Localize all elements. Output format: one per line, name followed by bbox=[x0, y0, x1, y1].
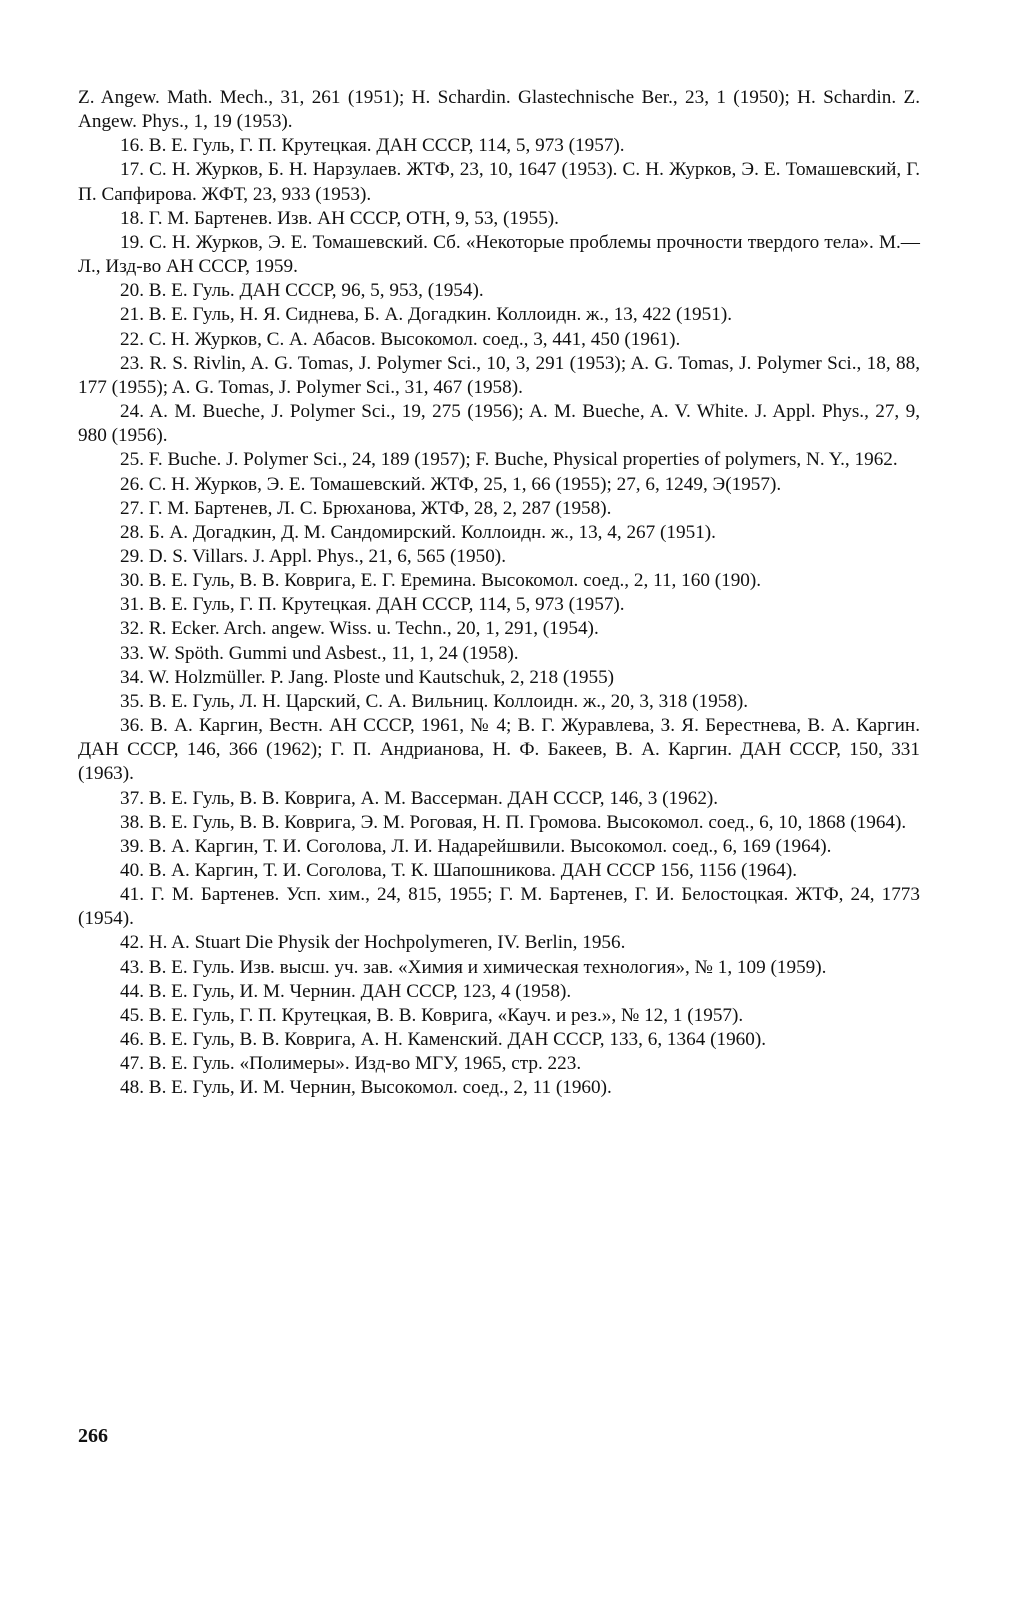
reference-item: 38. В. Е. Гуль, В. В. Коврига, Э. М. Роговая, Н. П. Громова. Высокомол. соед., 6, 10, 1868 (1964). bbox=[120, 811, 907, 833]
reference-item: 43. В. Е. Гуль. Изв. высш. уч. зав. «Химия и химическая технология», № 1, 109 (1959). bbox=[120, 956, 827, 978]
reference-item: 33. W. Spöth. Gummi und Asbest., 11, 1, 24 (1958). bbox=[120, 642, 519, 664]
reference-item: 36. В. А. Каргин, Вестн. АН СССР, 1961, № 4; В. Г. Журавлева, З. Я. Берестнева, В. А. Каргин. ДАН СССР, 146, 366 (1962); Г. П. Андрианова, Н. Ф. Бакеев, В. А. Каргин. ДАН СССР, 150, 331 (1963). bbox=[78, 715, 920, 785]
reference-item: 39. В. А. Каргин, Т. И. Соголова, Л. И. Надарейшвили. Высокомол. соед., 6, 169 (1964). bbox=[120, 835, 832, 857]
reference-item: 35. В. Е. Гуль, Л. Н. Царский, С. А. Вильниц. Коллоидн. ж., 20, 3, 318 (1958). bbox=[120, 690, 749, 712]
reference-item: 16. В. Е. Гуль, Г. П. Крутецкая. ДАН СССР, 114, 5, 973 (1957). bbox=[120, 135, 625, 157]
reference-list bbox=[78, 86, 920, 1101]
reference-item: Z. Angew. Math. Mech., 31, 261 (1951); H. Schardin. Glastechnische Ber., 23, 1 (1950); H. Schardin. Z. Angew. Phys., 1, 19 (1953). bbox=[78, 87, 920, 133]
reference-item: 17. С. Н. Журков, Б. Н. Нарзулаев. ЖТФ, 23, 10, 1647 (1953). С. Н. Журков, Э. Е. Томашевский, Г. П. Сапфирова. ЖФТ, 23, 933 (1953). bbox=[78, 159, 920, 205]
reference-item: 32. R. Ecker. Arch. angew. Wiss. u. Techn., 20, 1, 291, (1954). bbox=[120, 618, 599, 640]
reference-item: 23. R. S. Rivlin, A. G. Tomas, J. Polymer Sci., 10, 3, 291 (1953); A. G. Tomas, J. Polymer Sci., 18, 88, 177 (1955); A. G. Tomas, J. Polymer Sci., 31, 467 (1958). bbox=[78, 352, 920, 398]
reference-item: 27. Г. М. Бартенев, Л. С. Брюханова, ЖТФ, 28, 2, 287 (1958). bbox=[120, 497, 612, 519]
reference-item: 24. A. M. Bueche, J. Polymer Sci., 19, 275 (1956); A. M. Bueche, A. V. White. J. Appl. Phys., 27, 9, 980 (1956). bbox=[78, 401, 920, 447]
reference-item: 47. В. Е. Гуль. «Полимеры». Изд-во МГУ, 1965, стр. 223. bbox=[120, 1053, 582, 1075]
reference-item: 31. В. Е. Гуль, Г. П. Крутецкая. ДАН СССР, 114, 5, 973 (1957). bbox=[120, 594, 625, 616]
reference-item: 20. В. Е. Гуль. ДАН СССР, 96, 5, 953, (1954). bbox=[120, 280, 484, 302]
reference-item: 37. В. Е. Гуль, В. В. Коврига, А. М. Вассерман. ДАН СССР, 146, 3 (1962). bbox=[120, 787, 719, 809]
reference-item: 18. Г. М. Бартенев. Изв. АН СССР, ОТН, 9, 53, (1955). bbox=[120, 207, 559, 229]
reference-item: 22. С. Н. Журков, С. А. Абасов. Высокомол. соед., 3, 441, 450 (1961). bbox=[120, 328, 681, 350]
reference-item: 40. В. А. Каргин, Т. И. Соголова, Т. К. Шапошникова. ДАН СССР 156, 1156 (1964). bbox=[120, 860, 798, 881]
reference-item: 34. W. Holzmüller. P. Jang. Ploste und Kautschuk, 2, 218 (1955) bbox=[120, 666, 615, 688]
reference-item: 42. H. A. Stuart Die Physik der Hochpolymeren, IV. Berlin, 1956. bbox=[120, 932, 626, 954]
reference-item: 30. В. Е. Гуль, В. В. Коврига, Е. Г. Еремина. Высокомол. соед., 2, 11, 160 (190). bbox=[120, 570, 762, 592]
page-number: 266 bbox=[78, 1425, 108, 1447]
reference-item: 48. В. Е. Гуль, И. М. Чернин, Высокомол. соед., 2, 11 (1960). bbox=[120, 1077, 612, 1099]
reference-item: 19. С. Н. Журков, Э. Е. Томашевский. Сб. «Некоторые проблемы прочности твердого тела». М.— Л., Изд-во АН СССР, 1959. bbox=[78, 231, 920, 278]
reference-item: 29. D. S. Villars. J. Appl. Phys., 21, 6, 565 (1950). bbox=[120, 545, 506, 567]
reference-item: 41. Г. М. Бартенев. Усп. хим., 24, 815, 1955; Г. М. Бартенев, Г. И. Белостоцкая. ЖТФ, 24, 1773 (1954). bbox=[78, 884, 920, 930]
reference-item: 46. В. Е. Гуль, В. В. Коврига, А. Н. Каменский. ДАН СССР, 133, 6, 1364 (1960). bbox=[120, 1029, 767, 1051]
reference-item: 25. F. Buche. J. Polymer Sci., 24, 189 (1957); F. Buche, Physical properties of polymers, N. Y., 1962. bbox=[120, 449, 898, 471]
reference-item: 44. В. Е. Гуль, И. М. Чернин. ДАН СССР, 123, 4 (1958). bbox=[120, 980, 572, 1002]
reference-item: 21. В. Е. Гуль, Н. Я. Сиднева, Б. А. Догадкин. Коллоидн. ж., 13, 422 (1951). bbox=[120, 304, 733, 326]
reference-item: 28. Б. А. Догадкин, Д. М. Сандомирский. Коллоидн. ж., 13, 4, 267 (1951). bbox=[120, 521, 716, 543]
reference-item: 26. С. Н. Журков, Э. Е. Томашевский. ЖТФ, 25, 1, 66 (1955); 27, 6, 1249, Э(1957). bbox=[120, 473, 782, 495]
reference-item: 45. В. Е. Гуль, Г. П. Крутецкая, В. В. Коврига, «Кауч. и рез.», № 12, 1 (1957). bbox=[120, 1004, 744, 1026]
